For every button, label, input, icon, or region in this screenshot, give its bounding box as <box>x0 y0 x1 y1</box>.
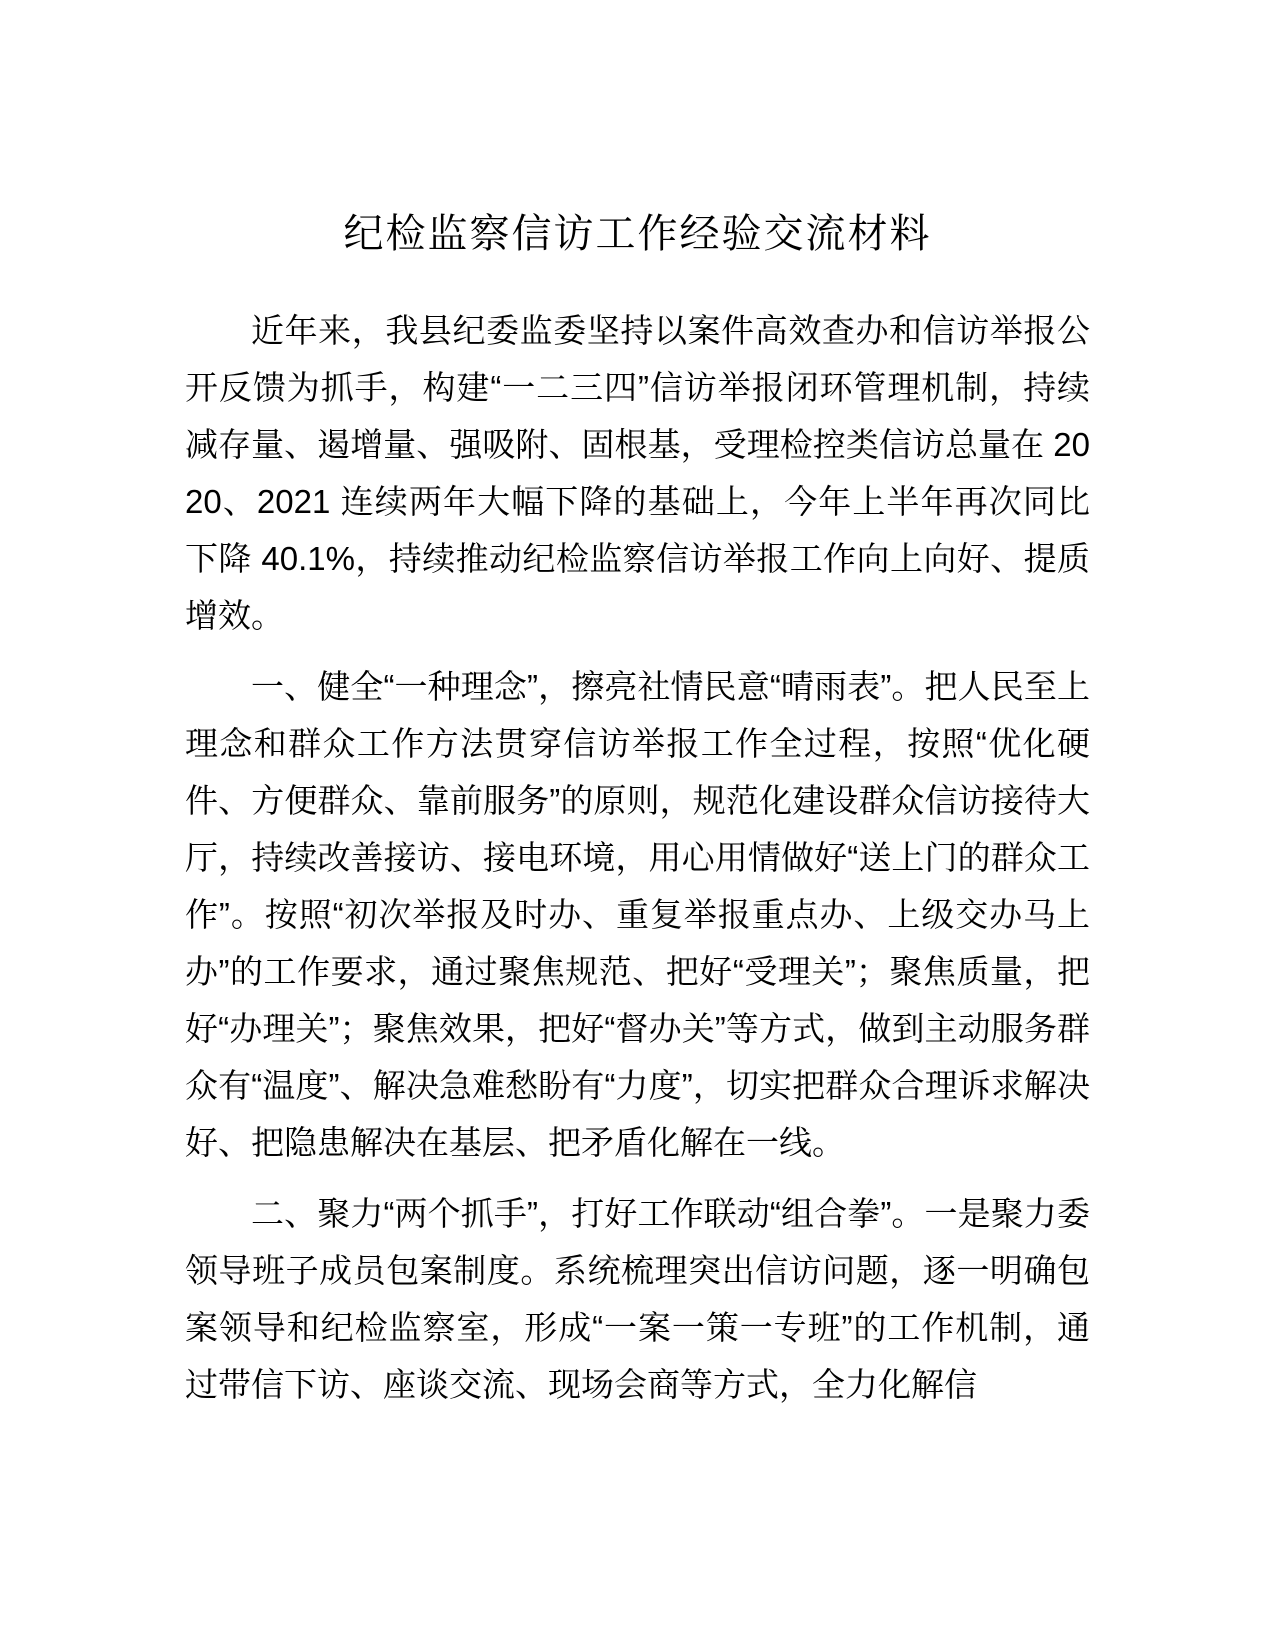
paragraph-section-1: 一、健全“一种理念”，擦亮社情民意“晴雨表”。把人民至上理念和群众工作方法贯穿信访举报工作全过程，按照“优化硬件、方便群众、靠前服务”的原则，规范化建设群众信访接待大厅，持续改善接访、接电环境，用心用情做好“送上门的群众工作”。按照“初次举报及时办、重复举报重点办、上级交办马上办”的工作要求，通过聚焦规范、把好“受理关”；聚焦质量，把好“办理关”；聚焦效果，把好“督办关”等方式，做到主动服务群众有“温度”、解决急难愁盼有“力度”，切实把群众合理诉求解决好、把隐患解决在基层、把矛盾化解在一线。 <box>185 668 1090 1161</box>
paragraph-section-2: 二、聚力“两个抓手”，打好工作联动“组合拳”。一是聚力委领导班子成员包案制度。系统梳理突出信访问题，逐一明确包案领导和纪检监察室，形成“一案一策一专班”的工作机制，通过带信下访、座谈交流、现场会商等方式，全力化解信 <box>185 1195 1090 1403</box>
paragraph-intro: 近年来，我县纪委监委坚持以案件高效查办和信访举报公开反馈为抓手，构建“一二三四”信访举报闭环管理机制，持续减存量、遏增量、强吸附、固根基，受理检控类信访总量在 2020、2021 连续两年大幅下降的基础上，今年上半年再次同比下降 40.1%，持续推动纪检监察信访举报工作向上向好、提质增效。 <box>185 312 1090 634</box>
document-title: 纪检监察信访工作经验交流材料 <box>343 212 932 256</box>
